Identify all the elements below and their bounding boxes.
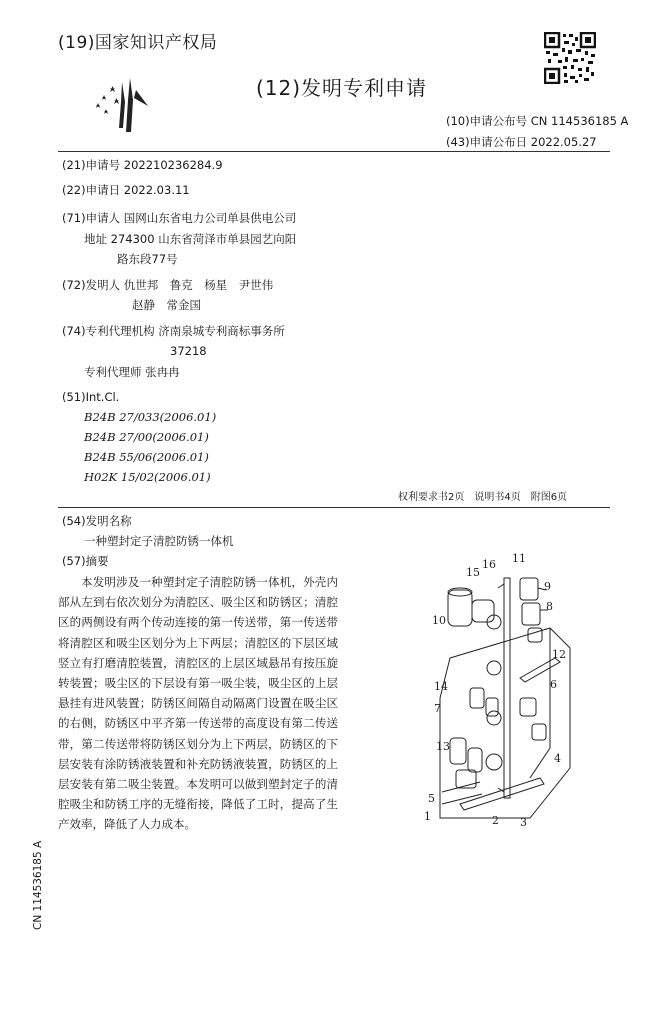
ipc-code: B24B 55/06(2006.01) [84, 450, 209, 464]
patent-agency: (74)专利代理机构 济南泉城专利商标事务所 [62, 324, 285, 338]
figure-label: 3 [520, 816, 527, 829]
address-line-1: 地址 274300 山东省菏泽市单县园艺向阳 [84, 232, 297, 246]
qr-code [544, 32, 596, 84]
ipc-code: B24B 27/033(2006.01) [84, 410, 217, 424]
figure-label: 12 [552, 648, 566, 661]
office-name: (19)国家知识产权局 [58, 33, 218, 53]
invention-title: 一种塑封定子清腔防锈一体机 [84, 534, 234, 548]
figure-label: 15 [466, 566, 480, 579]
figure-label: 7 [434, 702, 441, 715]
abstract-text: 本发明涉及一种塑封定子清腔防锈一体机，外壳内部从左到右依次划分为清腔区、吸尘区和防锈区；清腔区的两侧设有两个传动连接的第一传送带，第一传送带将清腔区和吸尘区划分为上下两层；清腔区的下层区域竖立有打磨清腔装置，清腔区的上层区域悬吊有按压旋转装置；吸尘区的下层设有第一吸尘装，吸尘区的上层悬挂有进风装置；防锈区间隔自动隔离门设置在吸尘区的右侧，防锈区中平齐第一传送带的高度设有第二传送带，第二传送带将防锈区划分为上下两层，防锈区的下层安装有涂防锈液装置和补充防锈液装置，防锈区的上层安装有第二吸尘装置。本发明可以做到塑封定子的清腔吸尘和防锈工序的无缝衔接，降低了工时，提高了生产效率，降低了人力成本。 [58, 575, 338, 832]
title-label: (54)发明名称 [62, 514, 132, 528]
figure-label: 8 [546, 600, 553, 613]
figure-label: 14 [434, 680, 448, 693]
int-cl-label: (51)Int.Cl. [62, 390, 120, 404]
publication-date: (43)申请公布日 2022.05.27 [446, 135, 597, 149]
figure-label: 1 [424, 810, 431, 823]
address-line-2: 路东段77号 [117, 252, 178, 266]
ipc-code: H02K 15/02(2006.01) [84, 470, 211, 484]
application-number: (21)申请号 202210236284.9 [62, 158, 223, 172]
figure-label: 5 [428, 792, 435, 805]
inventors-line-2: 赵静 常金国 [132, 298, 201, 312]
header-rule [58, 151, 610, 152]
abstract-label: (57)摘要 [62, 554, 109, 568]
page-counts: 权利要求书2页 说明书4页 附图6页 [398, 492, 568, 503]
figure-label: 4 [554, 752, 561, 765]
publication-number: (10)申请公布号 CN 114536185 A [446, 114, 629, 128]
ipc-code: B24B 27/00(2006.01) [84, 430, 209, 444]
inventors-line-1: (72)发明人 仇世邦 鲁克 杨星 尹世伟 [62, 278, 274, 292]
agency-code: 37218 [170, 344, 207, 358]
figure-label: 16 [482, 558, 496, 571]
applicant: (71)申请人 国网山东省电力公司单县供电公司 [62, 211, 297, 225]
side-publication-number: CN 114536185 A [32, 840, 44, 930]
figure-label: 13 [436, 740, 450, 753]
figure-label: 11 [512, 552, 526, 565]
figure-label: 9 [544, 580, 551, 593]
abstract-figure [420, 548, 620, 830]
cnipa-emblem-icon [92, 78, 156, 134]
figure-label: 6 [550, 678, 557, 691]
figure-label: 2 [492, 814, 499, 827]
section-rule [58, 507, 610, 508]
application-date: (22)申请日 2022.03.11 [62, 183, 190, 197]
document-type: (12)发明专利申请 [256, 76, 428, 100]
figure-label: 10 [432, 614, 446, 627]
patent-agent: 专利代理师 张冉冉 [84, 365, 180, 379]
